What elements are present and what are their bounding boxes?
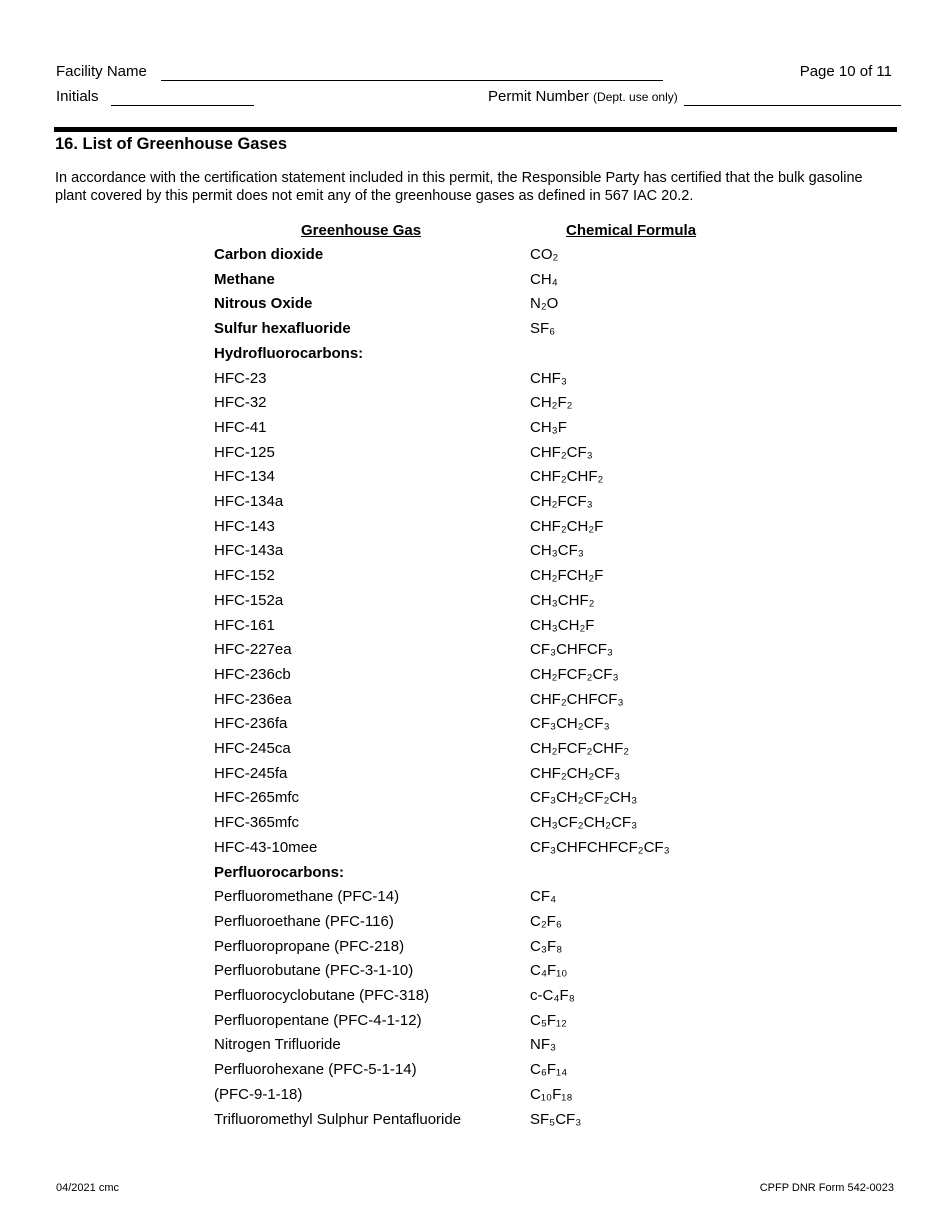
table-row xyxy=(0,444,950,468)
chemical-formula: CHF₂CH₂CF₃ xyxy=(530,764,621,782)
table-row xyxy=(0,814,950,838)
chemical-formula: CF₄ xyxy=(530,888,557,906)
table-row xyxy=(0,641,950,665)
greenhouse-gas-column-header: Greenhouse Gas xyxy=(301,222,422,239)
gas-name: HFC-161 xyxy=(214,616,275,634)
chemical-formula: CF₃CHFCHFCF₂CF₃ xyxy=(530,838,670,856)
chemical-formula: CF₃CHFCF₃ xyxy=(530,641,614,659)
gas-name: (PFC-9-1-18) xyxy=(214,1085,303,1103)
gas-name: Nitrous Oxide xyxy=(214,295,313,313)
chemical-formula: CH₂FCH₂F xyxy=(530,567,604,585)
gas-name: Perfluoropropane (PFC-218) xyxy=(214,937,405,955)
gas-name: HFC-265mfc xyxy=(214,789,300,807)
footer-form-number: CPFP DNR Form 542-0023 xyxy=(759,1182,894,1194)
chemical-formula: CH₃CF₂CH₂CF₃ xyxy=(530,814,638,832)
gas-name: HFC-245ca xyxy=(214,740,291,757)
gas-name: Perfluoroethane (PFC-116) xyxy=(214,912,394,930)
table-row xyxy=(0,938,950,962)
gas-name: HFC-227ea xyxy=(214,641,292,659)
chemical-formula: CH₃CHF₂ xyxy=(530,591,595,609)
chemical-formula: CF₃CH₂CF₂CH₃ xyxy=(530,789,638,807)
table-row xyxy=(0,468,950,492)
facility-name-label: Facility Name xyxy=(56,63,147,80)
table-row xyxy=(0,715,950,739)
page-number: Page 10 of 11 xyxy=(799,63,892,80)
gas-name: HFC-134a xyxy=(214,493,284,510)
section-divider xyxy=(54,127,897,132)
gas-name: Nitrogen Trifluoride xyxy=(214,1036,341,1054)
gas-name: HFC-365mfc xyxy=(214,814,300,832)
table-row xyxy=(0,765,950,789)
gas-name: HFC-41 xyxy=(214,418,267,436)
gas-name: HFC-23 xyxy=(214,369,267,387)
table-row xyxy=(0,666,950,690)
permit-number-label: Permit Number xyxy=(488,88,589,105)
gas-name: Methane xyxy=(214,270,275,288)
chemical-formula: CO₂ xyxy=(530,246,559,263)
chemical-formula: N₂O xyxy=(530,295,559,313)
table-row xyxy=(0,888,950,912)
gas-name: HFC-43-10mee xyxy=(214,838,318,856)
chemical-formula: CH₃CH₂F xyxy=(530,616,595,634)
gas-name: Perfluorocyclobutane (PFC-318) xyxy=(214,987,430,1004)
table-row xyxy=(0,518,950,542)
chemical-formula: CH₂F₂ xyxy=(530,394,573,412)
table-row xyxy=(0,789,950,813)
gas-name: HFC-125 xyxy=(214,443,275,461)
chemical-formula: CHF₂CH₂F xyxy=(530,517,604,535)
table-row xyxy=(0,1086,950,1110)
table-row xyxy=(0,839,950,863)
table-row xyxy=(0,493,950,517)
table-row xyxy=(0,1111,950,1135)
chemical-formula: NF₃ xyxy=(530,1036,557,1054)
table-row xyxy=(0,419,950,443)
table-row xyxy=(0,246,950,270)
chemical-formula: CF₃CH₂CF₃ xyxy=(530,715,610,733)
chemical-formula: CHF₂CHF₂ xyxy=(530,468,604,486)
permit-number-label-group xyxy=(488,88,678,106)
initials-field[interactable] xyxy=(111,105,254,106)
permit-number-field[interactable] xyxy=(684,105,901,106)
table-row xyxy=(0,370,950,394)
gas-name: HFC-236fa xyxy=(214,715,288,733)
table-row xyxy=(0,987,950,1011)
table-row xyxy=(0,394,950,418)
chemical-formula: C₃F₈ xyxy=(530,937,563,955)
gas-name: Perfluorohexane (PFC-5-1-14) xyxy=(214,1061,417,1079)
gas-name: HFC-152a xyxy=(214,591,284,609)
permit-number-note: (Dept. use only) xyxy=(593,90,678,104)
gas-name: Carbon dioxide xyxy=(214,246,324,263)
gas-name: Perfluorobutane (PFC-3-1-10) xyxy=(214,962,414,980)
footer-date: 04/2021 cmc xyxy=(56,1182,119,1194)
chemical-formula: CHF₂CHFCF₃ xyxy=(530,690,624,708)
facility-name-field[interactable] xyxy=(161,80,663,81)
table-row xyxy=(0,864,950,888)
chemical-formula: SF₅CF₃ xyxy=(530,1110,582,1128)
gas-name: HFC-152 xyxy=(214,567,275,585)
section-paragraph: In accordance with the certification statement included in this permit, the Responsible Party has certified that the bulk gasoline plant covered by this permit does not emit any of the greenhouse gases as defined in 567 IAC 20.2. xyxy=(55,170,863,204)
table-row xyxy=(0,542,950,566)
gas-name: HFC-236cb xyxy=(214,665,291,683)
table-row xyxy=(0,592,950,616)
gas-name: Perfluoromethane (PFC-14) xyxy=(214,888,400,906)
section-title: 16. List of Greenhouse Gases xyxy=(55,135,287,153)
gas-name: HFC-245fa xyxy=(214,764,288,782)
gas-name: Perfluorocarbons: xyxy=(214,863,345,881)
gas-name: HFC-32 xyxy=(214,394,267,412)
chemical-formula: CH₂FCF₂CHF₂ xyxy=(530,740,630,757)
chemical-formula: CH₃F xyxy=(530,418,567,436)
table-row xyxy=(0,271,950,295)
chemical-formula: SF₆ xyxy=(530,320,556,338)
table-row xyxy=(0,962,950,986)
table-row xyxy=(0,1012,950,1036)
gas-name: HFC-143 xyxy=(214,517,275,535)
initials-label: Initials xyxy=(56,88,99,105)
table-row xyxy=(0,691,950,715)
gas-name: HFC-236ea xyxy=(214,690,292,708)
table-row xyxy=(0,295,950,319)
gas-name: Trifluoromethyl Sulphur Pentafluoride xyxy=(214,1110,462,1128)
chemical-formula: CH₄ xyxy=(530,270,558,288)
table-row xyxy=(0,345,950,369)
chemical-formula: CHF₂CF₃ xyxy=(530,443,593,461)
gas-name: HFC-143a xyxy=(214,542,284,560)
gas-name: Sulfur hexafluoride xyxy=(214,320,351,338)
gas-name: Perfluoropentane (PFC-4-1-12) xyxy=(214,1011,422,1029)
chemical-formula: C₆F₁₄ xyxy=(530,1061,568,1079)
gas-name: Hydrofluorocarbons: xyxy=(214,344,364,362)
table-row xyxy=(0,913,950,937)
table-row xyxy=(0,567,950,591)
table-row xyxy=(0,740,950,764)
chemical-formula: C₂F₆ xyxy=(530,912,562,930)
chemical-formula: C₅F₁₂ xyxy=(530,1011,567,1029)
chemical-formula: CH₂FCF₂CF₃ xyxy=(530,665,619,683)
chemical-formula: c-C₄F₈ xyxy=(530,987,575,1004)
chemical-formula: CH₃CF₃ xyxy=(530,542,584,560)
chemical-formula: C₄F₁₀ xyxy=(530,962,568,980)
table-row xyxy=(0,1036,950,1060)
chemical-formula: CH₂FCF₃ xyxy=(530,493,593,510)
table-row xyxy=(0,1061,950,1085)
table-row xyxy=(0,617,950,641)
gas-name: HFC-134 xyxy=(214,468,275,486)
chemical-formula: C₁₀F₁₈ xyxy=(530,1085,573,1103)
chemical-formula-column-header: Chemical Formula xyxy=(566,222,697,239)
chemical-formula: CHF₃ xyxy=(530,369,567,387)
table-row xyxy=(0,320,950,344)
